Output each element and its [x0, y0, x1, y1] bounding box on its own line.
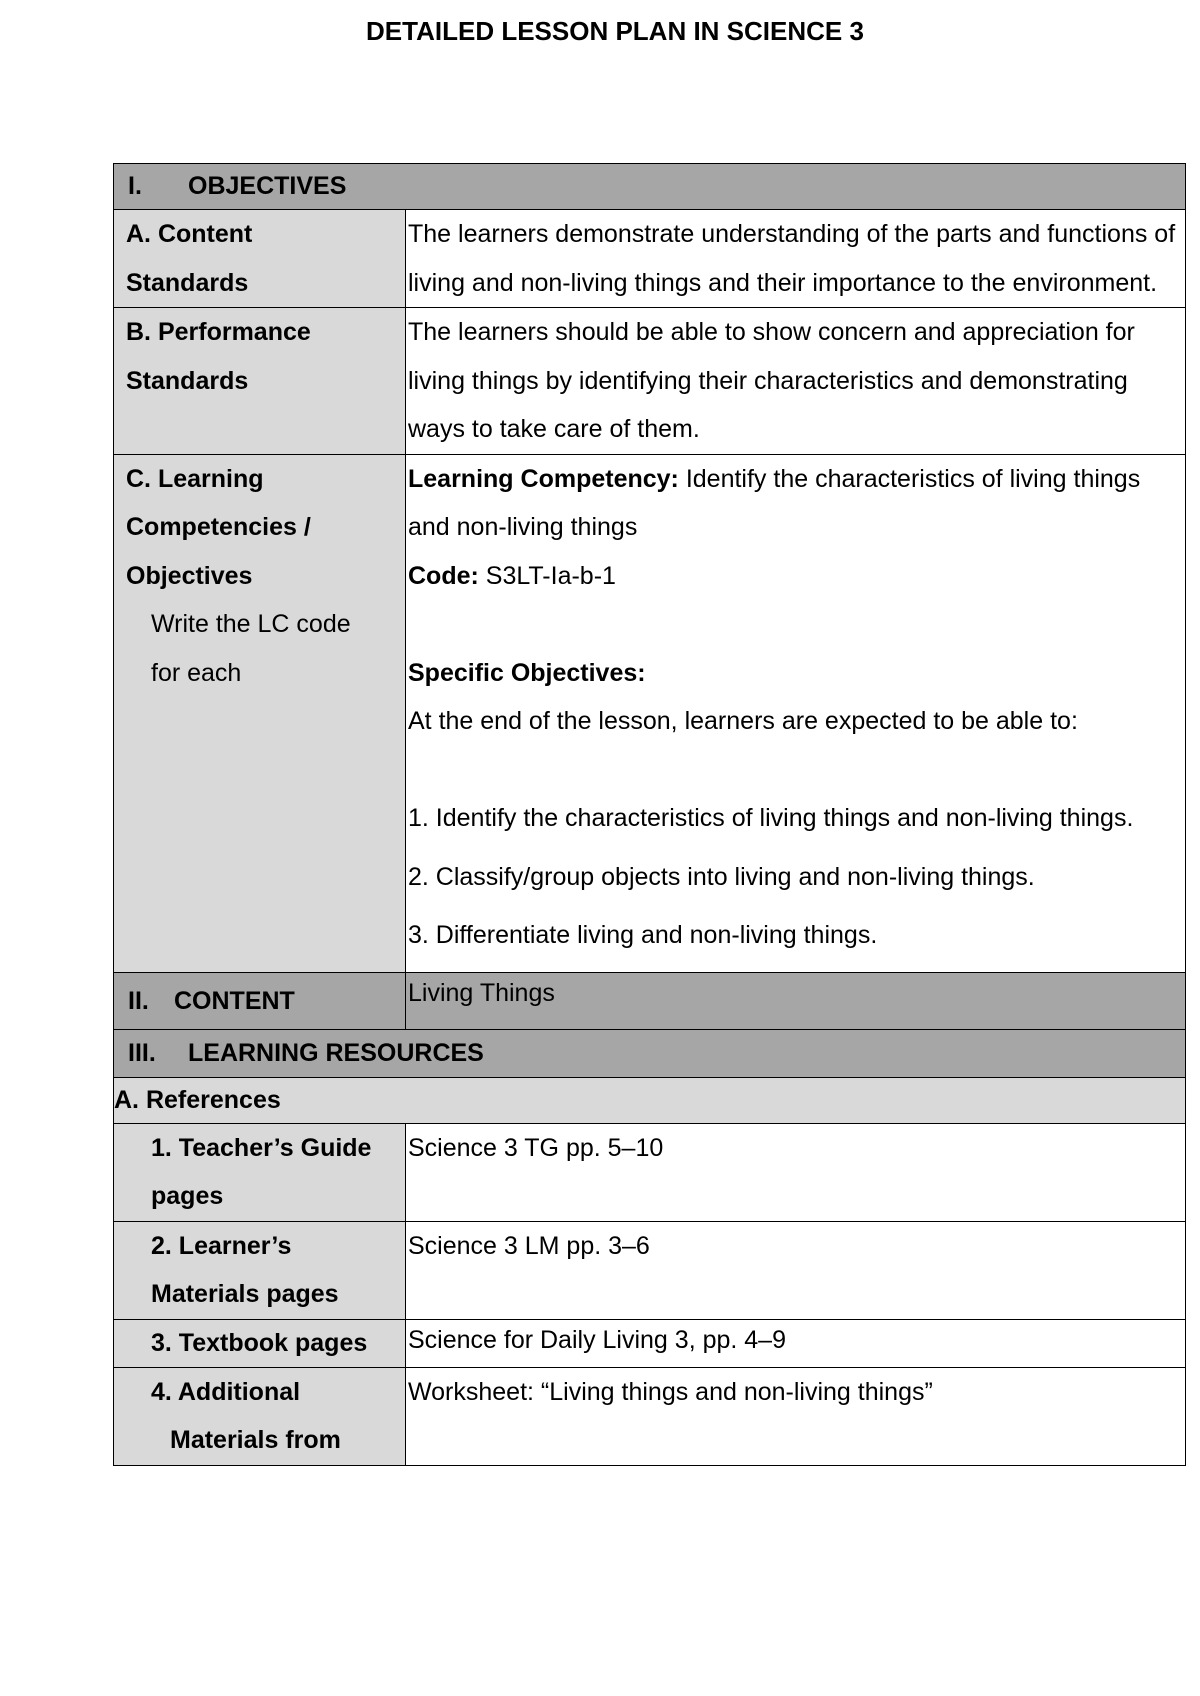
references-row — [114, 1077, 1186, 1123]
lc-code-note-line2: for each — [151, 658, 242, 687]
learning-competency-text: Identify the characteristics of living things and non-living things — [408, 464, 1141, 541]
learning-competencies-label-line2: Competencies / — [126, 513, 311, 541]
content-standards-label — [114, 210, 406, 308]
performance-standards-row — [114, 308, 1186, 455]
content-heading — [114, 972, 406, 1029]
learning-resources-heading — [114, 1029, 1186, 1077]
resource-label-line2: Materials pages — [151, 1280, 339, 1308]
textbook-pages-label: 3. Textbook pages — [114, 1319, 406, 1367]
learning-competencies-label-line3: Objectives — [126, 561, 253, 590]
learning-competencies-label — [114, 454, 406, 972]
resource-label-line1: 1. Teacher’s Guide — [151, 1133, 372, 1162]
references-label: A. References — [114, 1077, 1186, 1123]
specific-objective-item: 3. Differentiate living and non-living things. — [408, 921, 878, 949]
teachers-guide-label — [114, 1123, 406, 1221]
objectives-heading-number: I. — [128, 172, 142, 200]
specific-objective-item: 1. Identify the characteristics of living things and non-living things. — [408, 804, 1134, 832]
specific-objectives-intro: At the end of the lesson, learners are expected to be able to: — [408, 707, 1078, 735]
additional-materials-label — [114, 1367, 406, 1465]
performance-standards-label-line2: Standards — [126, 366, 249, 395]
resource-row — [114, 1123, 1186, 1221]
teachers-guide-value: Science 3 TG pp. 5–10 — [406, 1123, 1186, 1221]
lc-code-note-line1: Write the LC code — [151, 610, 351, 638]
learning-competencies-label-line1: C. Learning — [126, 464, 264, 493]
specific-objective-item: 2. Classify/group objects into living and non-living things. — [408, 862, 1035, 891]
resource-label-line2: pages — [151, 1182, 224, 1210]
content-row — [114, 972, 1186, 1029]
learners-materials-label — [114, 1221, 406, 1319]
competency-code — [408, 552, 1185, 601]
objectives-heading — [114, 164, 1186, 210]
learning-resources-heading-text: LEARNING RESOURCES — [188, 1038, 484, 1067]
content-value: Living Things — [406, 972, 1186, 1029]
resource-row — [114, 1319, 1186, 1367]
learning-resources-heading-number: III. — [128, 1038, 156, 1067]
content-standards-label-line1: A. Content — [126, 220, 253, 248]
resource-row — [114, 1221, 1186, 1319]
resource-label-line1: 4. Additional — [151, 1377, 301, 1406]
content-standards-label-line2: Standards — [126, 268, 249, 297]
performance-standards-label — [114, 308, 406, 455]
content-standards-row — [114, 210, 1186, 308]
document-title: DETAILED LESSON PLAN IN SCIENCE 3 — [366, 16, 864, 46]
resource-label-line1: 2. Learner’s — [151, 1231, 292, 1260]
learning-competencies-row — [114, 454, 1186, 972]
performance-standards-label-line1: B. Performance — [126, 318, 311, 346]
learners-materials-value: Science 3 LM pp. 3–6 — [406, 1221, 1186, 1319]
content-heading-number: II. — [128, 986, 149, 1015]
learning-resources-header-row — [114, 1029, 1186, 1077]
resource-label-line2: Materials from — [170, 1426, 341, 1454]
learning-competencies-content — [406, 454, 1186, 972]
competency-code-text: S3LT-Ia-b-1 — [478, 561, 616, 590]
lesson-plan-table — [113, 163, 1186, 1466]
content-standards-text: The learners demonstrate understanding of the parts and functions of living and non-living things and their importance to the environment. — [406, 210, 1186, 308]
specific-objectives-label: Specific Objectives: — [408, 658, 646, 687]
learning-competency-label: Learning Competency: — [408, 464, 679, 493]
content-heading-text: CONTENT — [174, 986, 295, 1015]
objectives-header-row — [114, 164, 1186, 210]
objectives-heading-text: OBJECTIVES — [188, 172, 347, 200]
performance-standards-text: The learners should be able to show concern and appreciation for living things by identifying their characteristics and demonstrating ways to take care of them. — [406, 308, 1186, 455]
resource-row — [114, 1367, 1186, 1465]
learning-competency — [408, 455, 1185, 552]
textbook-pages-value: Science for Daily Living 3, pp. 4–9 — [406, 1319, 1186, 1367]
competency-code-label: Code: — [408, 561, 479, 590]
additional-materials-value: Worksheet: “Living things and non-living things” — [406, 1367, 1186, 1465]
